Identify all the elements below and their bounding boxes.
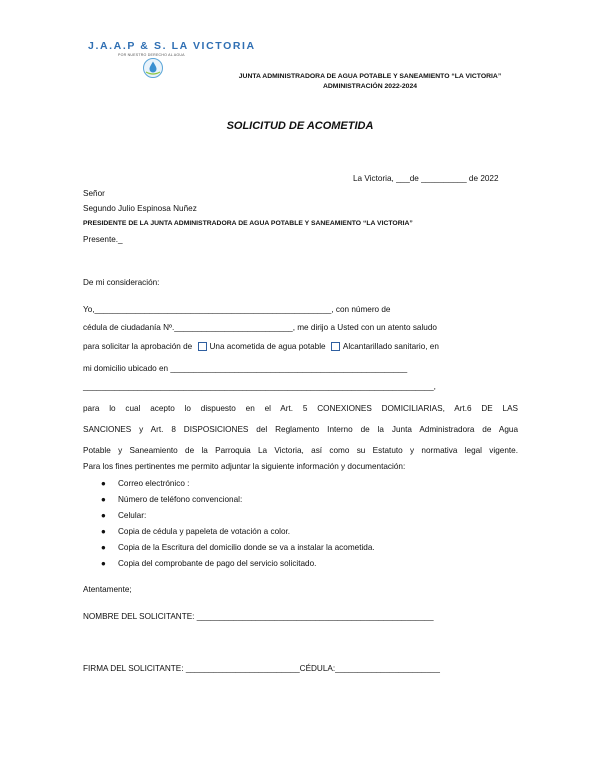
list-item: ● Número de teléfono convencional: (118, 492, 375, 508)
recipient-name: Segundo Julio Espinosa Nuñez (83, 204, 197, 213)
body-paragraph-1: para lo cual acepto lo dispuesto en el Art. 5 CONEXIONES DOMICILIARIAS, Art.6 DE LAS (83, 404, 518, 413)
bullet-icon: ● (101, 495, 106, 504)
list-item: ● Copia de la Escritura del domicilio donde se va a instalar la acometida. (118, 540, 375, 556)
applicant-name-line: NOMBRE DEL SOLICITANTE: ____________________________________________________ (83, 612, 434, 621)
organization-name: JUNTA ADMINISTRADORA DE AGUA POTABLE Y SANEAMIENTO “LA VICTORIA” (238, 73, 502, 80)
date-line: La Victoria, ___de __________ de 2022 (353, 174, 499, 183)
closing: Atentamente; (83, 585, 132, 594)
body-line-address-cont: _____________________________________________________________________________, (83, 382, 436, 391)
bullet-icon: ● (101, 543, 106, 552)
bullet-icon: ● (101, 511, 106, 520)
body-line-cedula: cédula de ciudadanía Nº.__________________________, me dirijo a Usted con un atento saludo (83, 323, 437, 332)
bullet-icon: ● (101, 479, 106, 488)
recipient-position: PRESIDENTE DE LA JUNTA ADMINISTRADORA DE AGUA POTABLE Y SANEAMIENTO “LA VICTORIA” (83, 220, 413, 227)
body-line-address: mi domicilio ubicado en ____________________________________________________ (83, 364, 408, 373)
list-item: ● Copia de cédula y papeleta de votación a color. (118, 524, 375, 540)
organization-header (200, 72, 540, 92)
bullet-icon: ● (101, 527, 106, 536)
recipient-salutation: Señor (83, 189, 105, 198)
body-line-options (83, 342, 439, 351)
list-item: ● Correo electrónico : (118, 476, 375, 492)
document-title: SOLICITUD DE ACOMETIDA (226, 120, 374, 132)
greeting: De mi consideración: (83, 278, 160, 287)
body-line-name: Yo,____________________________________________________, con número de (83, 305, 391, 314)
water-drop-logo-icon (142, 57, 164, 79)
body-paragraph-2: SANCIONES y Art. 8 DISPOSICIONES del Reglamento Interno de la Junta Administradora de Agua (83, 425, 518, 434)
sewer-checkbox[interactable] (331, 342, 340, 351)
options-intro: para solicitar la aprobación de (83, 342, 193, 351)
documents-intro: Para los fines pertinentes me permito adjuntar la siguiente información y documentación: (83, 462, 406, 471)
logo-name: J.A.A.P & S. LA VICTORIA (88, 40, 256, 52)
list-item: ● Celular: (118, 508, 375, 524)
presente-line: Presente._ (83, 235, 123, 244)
bullet-icon: ● (101, 559, 106, 568)
water-connection-checkbox[interactable] (198, 342, 207, 351)
sewer-label: Alcantarillado sanitario, en (342, 342, 439, 351)
water-connection-label: Una acometida de agua potable (209, 342, 326, 351)
requirements-list (83, 476, 375, 572)
list-item: ● Copia del comprobante de pago del servicio solicitado. (118, 556, 375, 572)
body-paragraph-3: Potable y Saneamiento de la Parroquia La Victoria, así como su Estatuto y normativa legal vigente. (83, 446, 518, 455)
signature-line: FIRMA DEL SOLICITANTE: _________________________CÉDULA:_______________________ (83, 664, 440, 673)
logo-tagline: POR NUESTRO DERECHO AL AGUA (118, 53, 185, 57)
administration-period: ADMINISTRACIÓN 2022-2024 (322, 83, 418, 90)
